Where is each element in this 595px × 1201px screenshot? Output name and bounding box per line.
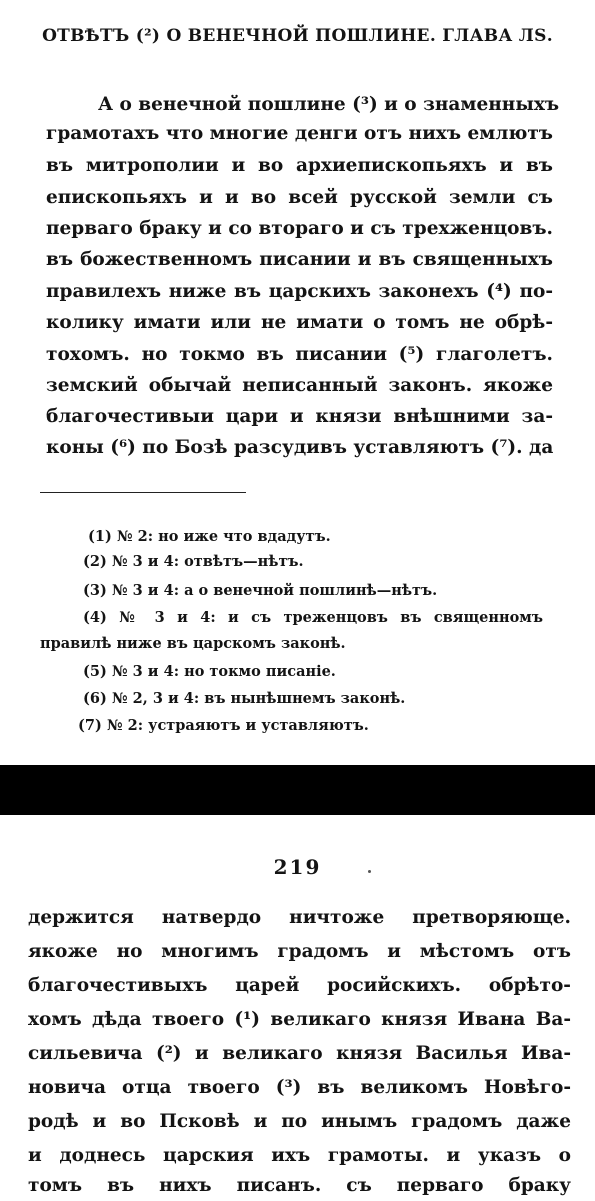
text-line: сильевича (²) и великаго князя Василья Ива- (28, 1043, 571, 1064)
footnote: (6) № 2, 3 и 4: въ нынѣшнемъ законѣ. (83, 690, 406, 707)
text-line: якоже но многимъ градомъ и мѣстомъ отъ (28, 941, 571, 962)
text-line: колику имати или не имати о томъ не обрѣ- (46, 312, 553, 333)
text-line: въ митрополии и во архиепископьяхъ и въ (46, 155, 553, 176)
footnote: (1) № 2: но иже что вдадутъ. (88, 528, 331, 545)
text-line: земский обычай неписанный законъ. якоже (46, 375, 553, 396)
footnote: (5) № 3 и 4: но токмо писаніе. (83, 663, 336, 680)
footnote: (2) № 3 и 4: отвѣтъ—нѣтъ. (83, 553, 304, 570)
text-line: тохомъ. но токмо въ писании (⁵) глаголетъ. (46, 344, 553, 365)
text-line: грамотахъ что многие денги отъ нихъ емлютъ (46, 123, 553, 144)
footnote: (4) № 3 и 4: и съ треженцовъ въ священномъ (83, 609, 543, 626)
text-line: и доднесь царския ихъ грамоты. и указъ о (28, 1145, 571, 1166)
text-line: коны (⁶) по Бозѣ разсудивъ уставляютъ (⁷). да (46, 437, 554, 458)
footnote-rule (40, 492, 246, 493)
page-number: 219 (273, 855, 322, 879)
text-line: хомъ дѣда твоего (¹) великаго князя Ивана Ва- (28, 1009, 571, 1030)
text-line: держится натвердо ничтоже претворяюще. (28, 907, 571, 928)
page-gap-divider (0, 765, 595, 815)
text-line: новича отца твоего (³) въ великомъ Новѣго- (28, 1077, 571, 1098)
footnote: (3) № 3 и 4: а о венечной пошлинѣ—нѣтъ. (83, 582, 438, 599)
footnote: (7) № 2: устраяютъ и уставляютъ. (78, 717, 369, 734)
text-line: родѣ и во Псковѣ и по инымъ градомъ даже (28, 1111, 571, 1132)
text-line: епископьяхъ и и во всей русской земли съ (46, 187, 553, 208)
text-line: томъ въ нихъ писанъ. съ перваго браку (28, 1175, 571, 1196)
footnote: правилѣ ниже въ царскомъ законѣ. (40, 635, 346, 652)
print-speck (368, 870, 371, 873)
text-line: перваго браку и со втораго и съ трехженцовъ. (46, 218, 553, 239)
text-line: А о венечной пошлине (³) и о знаменныхъ (98, 94, 560, 115)
text-line: благочестивыхъ царей росийскихъ. обрѣто- (28, 975, 571, 996)
text-line: въ божественномъ писании и въ священныхъ (46, 249, 553, 270)
chapter-title: ОТВѢТЪ (²) О ВЕНЕЧНОЙ ПОШЛИНЕ. ГЛАВА ЛЅ. (42, 26, 553, 46)
text-line: правилехъ ниже въ царскихъ законехъ (⁴) по- (46, 281, 553, 302)
text-line: благочестивыи цари и князи внѣшними за- (46, 406, 553, 427)
